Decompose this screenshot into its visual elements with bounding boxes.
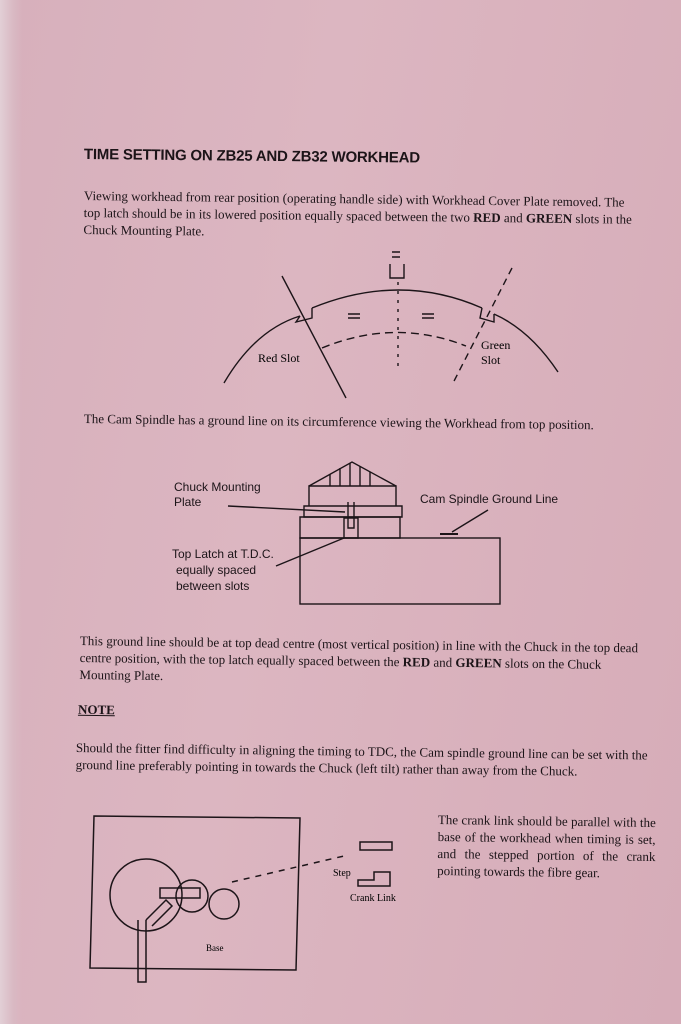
latch-label-2: equally spaced [176, 563, 257, 577]
base-label: Base [206, 943, 224, 953]
intro-green: GREEN [525, 210, 573, 226]
tdc-paragraph [79, 632, 650, 690]
ground-line-label: Cam Spindle Ground Line [420, 492, 559, 506]
intro-text-c: slots in the Chuck Mounting Plate. [83, 210, 632, 239]
tdc-text-c: slots on the Chuck Mounting Plate. [79, 655, 602, 684]
latch-label-1: Top Latch at T.D.C. [172, 547, 274, 561]
step-label: Step [333, 868, 351, 879]
crank-link-paragraph: The crank link should be parallel with the base of the workhead when timing is set, and the stepped portion of the crank pointing towards the fibre gear. [437, 811, 656, 881]
tdc-text-b: and [430, 654, 456, 670]
intro-text-b: and [500, 210, 527, 226]
page-title: TIME SETTING ON ZB25 AND ZB32 WORKHEAD [83, 146, 421, 167]
page-edge [0, 0, 22, 1024]
intro-paragraph [83, 187, 644, 245]
tdc-text-a: This ground line should be at top dead centre (most vertical position) in line with the Chuck in the top dead centre position, with the top latch equally spaced between the [79, 632, 639, 670]
tdc-red: RED [402, 654, 431, 670]
green-label: Green [481, 338, 511, 352]
latch-label-3: between slots [176, 579, 250, 593]
slot-label: Slot [481, 353, 501, 367]
note-paragraph: Should the fitter find difficulty in aligning the timing to TDC, the Cam spindle ground line can be set with the ground line preferably pointing in towards the Chuck (left tilt) rather than away from the Chuck. [75, 739, 648, 779]
intro-text-a: Viewing workhead from rear position (operating handle side) with Workhead Cover Plate removed. The top latch should be in its lowered position equally spaced between the two [83, 187, 625, 225]
red-slot-label: Red Slot [258, 351, 300, 365]
ground-line-paragraph: The Cam Spindle has a ground line on its circumference viewing the Workhead from top position. [83, 410, 594, 433]
note-heading: NOTE [77, 701, 115, 718]
crank-link-label: Crank Link [350, 893, 396, 904]
tdc-green: GREEN [455, 654, 502, 671]
intro-red: RED [473, 209, 501, 226]
chuck-label-1: Chuck Mounting [174, 480, 261, 494]
chuck-label-2: Plate [174, 495, 202, 509]
